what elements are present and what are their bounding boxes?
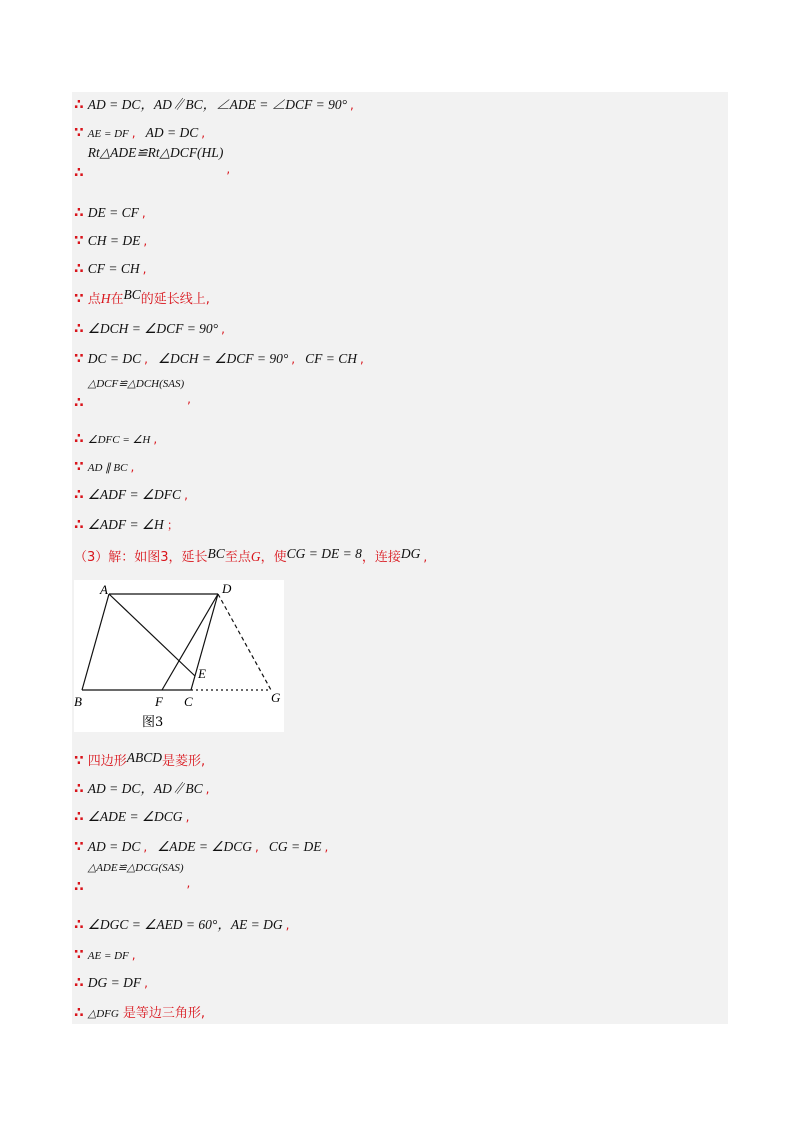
- rhombus-diagram: [74, 580, 284, 732]
- label-A: A: [100, 582, 108, 597]
- therefore-symbol: ∴: [74, 165, 84, 181]
- proof-line-17: ∴ AD = DC，AD∥BC ,: [74, 781, 210, 797]
- proof-line-9: ∵ DC = DC , ∠DCH = ∠DCF = 90° , CF = CH ,: [74, 351, 364, 367]
- math-expression: AD = DC，AD∥BC，∠ADE = ∠DCF = 90°: [87, 97, 347, 112]
- label-D: D: [222, 581, 232, 596]
- proof-line-3: ∴Rt△ADE≌Rt△DCF(HL),: [74, 145, 231, 181]
- proof-line-1: ∴ AD = DC，AD∥BC，∠ADE = ∠DCF = 90° ,: [74, 97, 354, 113]
- proof-line-2: ∵ AE = DF , AD = DC ,: [74, 125, 206, 141]
- because-symbol: ∵: [74, 125, 84, 141]
- proof-line-11: ∴ ∠DFC = ∠H ,: [74, 431, 158, 447]
- dashed-segment-DG: [218, 594, 271, 690]
- proof-line-22: ∵ AE = DF ,: [74, 947, 136, 963]
- proof-line-20: ∴$^{\triangle ADE≌\triangle DCG(SAS)}$,: [74, 862, 191, 895]
- proof-line-8: ∴ ∠DCH = ∠DCF = 90° ,: [74, 321, 225, 337]
- segment-AE: [109, 594, 195, 676]
- proof-line-18: ∴ ∠ADE = ∠DCG ,: [74, 809, 190, 825]
- label-C: C: [184, 694, 193, 709]
- proof-line-10: ∴$^{\triangle DCF≌\triangle DCH(SAS)}$,: [74, 378, 191, 411]
- label-E: E: [198, 666, 206, 681]
- figure-caption: 图3: [142, 715, 164, 730]
- segment-DF: [162, 594, 218, 690]
- proof-line-19: ∵ AD = DC , ∠ADE = ∠DCG , CG = DE ,: [74, 839, 329, 855]
- therefore-symbol: ∴: [74, 97, 84, 113]
- proof-line-6: ∴ CF = CH ,: [74, 261, 147, 277]
- proof-line-23: ∴ DG = DF ,: [74, 975, 148, 991]
- proof-line-14: ∴ ∠ADF = ∠H ；: [74, 517, 179, 533]
- proof-line-4: ∴ DE = CF ,: [74, 205, 146, 221]
- part-3-heading: （3）解：如图3，延长BC至点G，使CG = DE = 8，连接DG ,: [74, 546, 428, 565]
- proof-line-7: ∵ 点H在BC的延长线上,: [74, 287, 210, 307]
- proof-line-24: ∴ △DFG 是等边三角形,: [74, 1005, 205, 1021]
- segment-AB: [82, 594, 109, 690]
- label-G: G: [271, 690, 281, 705]
- label-B: B: [74, 694, 82, 709]
- proof-line-5: ∵ CH = DE ,: [74, 233, 148, 249]
- proof-line-13: ∴ ∠ADF = ∠DFC ,: [74, 487, 188, 503]
- proof-line-12: ∵ AD ∥ BC ,: [74, 459, 135, 475]
- proof-line-16: ∵ 四边形ABCD是菱形,: [74, 750, 206, 769]
- geometry-figure-3: [74, 580, 284, 732]
- label-F: F: [155, 694, 163, 709]
- proof-line-21: ∴ ∠DGC = ∠AED = 60°，AE = DG ,: [74, 917, 290, 933]
